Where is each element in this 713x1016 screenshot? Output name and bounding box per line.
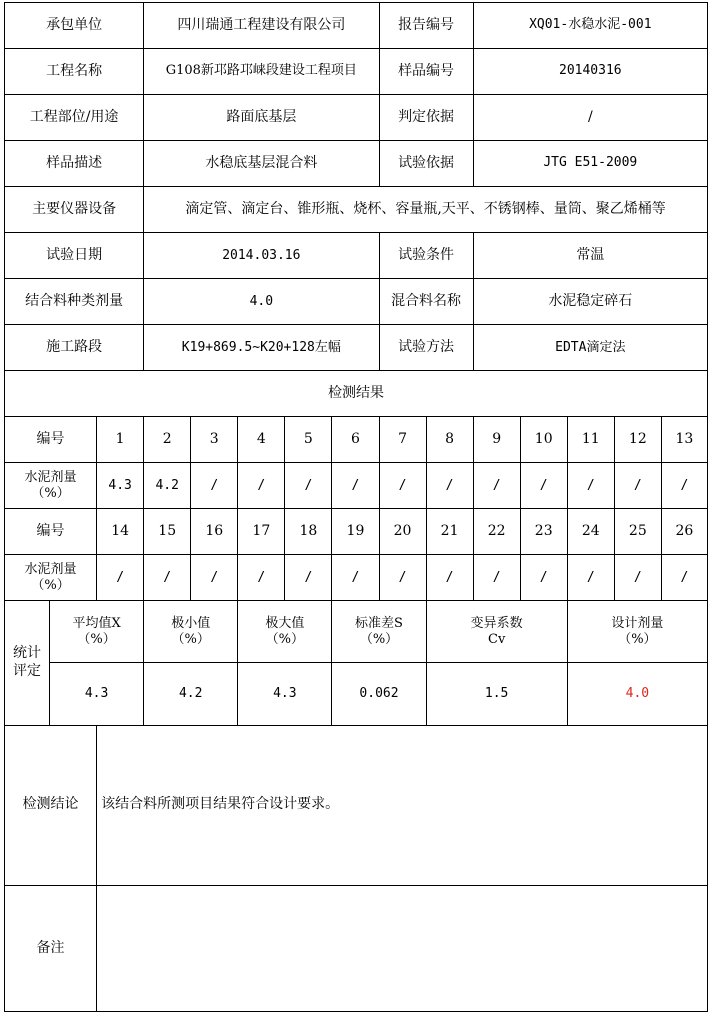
- number-label: 编号: [5, 509, 97, 555]
- conclusion-label: 检测结论: [5, 725, 97, 885]
- sample-desc-label: 样品描述: [5, 141, 144, 187]
- max-value: 4.3: [238, 663, 332, 725]
- std-header: [332, 601, 426, 663]
- sample-number-cell-3: 16: [191, 509, 238, 555]
- sample-number-cell-11: 11: [567, 417, 614, 463]
- sample-number-cell-10: 23: [520, 509, 567, 555]
- sample-number-cell-1: 1: [97, 417, 144, 463]
- sample-number-cell-13: 26: [661, 509, 707, 555]
- binder-label: 结合料种类剂量: [5, 279, 144, 325]
- sample-desc-value: 水稳底基层混合料: [144, 141, 379, 187]
- remarks-row: [5, 885, 708, 1011]
- results-numbers-row-1: [5, 417, 708, 463]
- min-label: 极小值: [171, 615, 211, 631]
- min-header: [144, 601, 238, 663]
- contractor-value: 四川瑞通工程建设有限公司: [144, 3, 379, 49]
- equipment-label: 主要仪器设备: [5, 187, 144, 233]
- cement-dose-label: [5, 463, 97, 509]
- results-title-row: [5, 371, 708, 417]
- cement-dose-value-cell-2: 4.2: [144, 463, 191, 509]
- cv-value: 1.5: [426, 663, 567, 725]
- mix-name-value: 水泥稳定碎石: [473, 279, 707, 325]
- binder-value: 4.0: [144, 279, 379, 325]
- test-basis-label: 试验依据: [379, 141, 473, 187]
- sample-number-cell-6: 19: [332, 509, 379, 555]
- cement-dose-value-cell-9: /: [473, 555, 520, 601]
- header-row-binder: [5, 279, 708, 325]
- avg-header: [50, 601, 144, 663]
- cement-dose-value-cell-13: /: [661, 555, 707, 601]
- project-name-label: 工程名称: [5, 49, 144, 95]
- cement-dose-value-cell-8: /: [426, 463, 473, 509]
- cement-dose-value-cell-3: /: [191, 555, 238, 601]
- sample-number-cell-8: 21: [426, 509, 473, 555]
- equipment-value: 滴定管、滴定台、锥形瓶、烧杯、容量瓶,天平、不锈钢棒、量筒、聚乙烯桶等: [144, 187, 708, 233]
- design-header: [567, 601, 707, 663]
- sample-number-cell-2: 15: [144, 509, 191, 555]
- min-value: 4.2: [144, 663, 238, 725]
- cement-dose-label-text: 水泥剂量: [24, 469, 77, 485]
- cement-dose-value-cell-12: /: [614, 463, 661, 509]
- cv-label: 变异系数: [470, 615, 523, 631]
- std-unit: （%）: [359, 631, 399, 647]
- cement-dose-value-cell-8: /: [426, 555, 473, 601]
- cement-dose-value-cell-10: /: [520, 463, 567, 509]
- sample-number-cell-6: 6: [332, 417, 379, 463]
- conclusion-text: 该结合料所测项目结果符合设计要求。: [97, 725, 708, 885]
- max-unit: （%）: [265, 631, 305, 647]
- sample-no-label: 样品编号: [379, 49, 473, 95]
- cement-dose-value-cell-10: /: [520, 555, 567, 601]
- sample-number-cell-7: 7: [379, 417, 426, 463]
- section-value: K19+869.5~K20+128左幅: [144, 325, 379, 371]
- cement-dose-value-cell-6: /: [332, 463, 379, 509]
- cement-dose-value-cell-11: /: [567, 463, 614, 509]
- cement-dose-value-cell-4: /: [238, 463, 285, 509]
- part-use-label: 工程部位/用途: [5, 95, 144, 141]
- design-unit: （%）: [618, 631, 657, 647]
- avg-unit: （%）: [77, 631, 116, 647]
- test-date-label: 试验日期: [5, 233, 144, 279]
- cement-dose-label-text: 水泥剂量: [24, 561, 77, 577]
- cement-dose-value-cell-4: /: [238, 555, 285, 601]
- sample-number-cell-8: 8: [426, 417, 473, 463]
- header-row-sample: [5, 141, 708, 187]
- cement-dose-value-cell-5: /: [285, 555, 332, 601]
- results-numbers-row-2: [5, 509, 708, 555]
- remarks-text: [97, 885, 708, 1011]
- conclusion-row: [5, 725, 708, 885]
- sample-number-cell-9: 22: [473, 509, 520, 555]
- cement-dose-value-cell-1: 4.3: [97, 463, 144, 509]
- sample-no-value: 20140316: [473, 49, 707, 95]
- cement-dose-value-cell-11: /: [567, 555, 614, 601]
- sample-number-cell-10: 10: [520, 417, 567, 463]
- stats-header-row: [5, 601, 708, 663]
- header-row-part: [5, 95, 708, 141]
- stats-label-line-2: 评定: [13, 662, 42, 679]
- cement-dose-value-cell-9: /: [473, 463, 520, 509]
- criterion-value: /: [473, 95, 707, 141]
- results-values-row-2: [5, 555, 708, 601]
- project-name-value: G108新邛路邛崃段建设工程项目: [144, 49, 379, 95]
- number-label: 编号: [5, 417, 97, 463]
- cement-dose-value-cell-2: /: [144, 555, 191, 601]
- sample-number-cell-9: 9: [473, 417, 520, 463]
- test-date-value: 2014.03.16: [144, 233, 379, 279]
- report-no-value: XQ01-水稳水泥-001: [473, 3, 707, 49]
- stats-values-row: [5, 663, 708, 725]
- test-report-table: [4, 2, 708, 1012]
- test-cond-value: 常温: [473, 233, 707, 279]
- sample-number-cell-13: 13: [661, 417, 707, 463]
- part-use-value: 路面底基层: [144, 95, 379, 141]
- sample-number-cell-7: 20: [379, 509, 426, 555]
- criterion-label: 判定依据: [379, 95, 473, 141]
- cement-dose-value-cell-7: /: [379, 555, 426, 601]
- std-label: 标准差S: [355, 615, 403, 631]
- sample-number-cell-12: 12: [614, 417, 661, 463]
- mix-name-label: 混合料名称: [379, 279, 473, 325]
- header-row-section: [5, 325, 708, 371]
- cement-dose-label-unit: （%）: [31, 485, 70, 501]
- cement-dose-value-cell-6: /: [332, 555, 379, 601]
- cement-dose-value-cell-12: /: [614, 555, 661, 601]
- cement-dose-value-cell-13: /: [661, 463, 707, 509]
- method-value: EDTA滴定法: [473, 325, 707, 371]
- cement-dose-label-unit: （%）: [31, 577, 70, 593]
- max-header: [238, 601, 332, 663]
- sample-number-cell-5: 18: [285, 509, 332, 555]
- cement-dose-value-cell-3: /: [191, 463, 238, 509]
- report-no-label: 报告编号: [379, 3, 473, 49]
- avg-label: 平均值X: [72, 615, 121, 631]
- section-label: 施工路段: [5, 325, 144, 371]
- std-value: 0.062: [332, 663, 426, 725]
- max-label: 极大值: [265, 615, 305, 631]
- sample-number-cell-5: 5: [285, 417, 332, 463]
- test-basis-value: JTG E51-2009: [473, 141, 707, 187]
- avg-value: 4.3: [50, 663, 144, 725]
- sample-number-cell-12: 25: [614, 509, 661, 555]
- test-cond-label: 试验条件: [379, 233, 473, 279]
- stats-label-line-1: 统计: [13, 645, 42, 662]
- cv-unit: Cv: [488, 631, 506, 647]
- results-values-row-1: [5, 463, 708, 509]
- cement-dose-value-cell-1: /: [97, 555, 144, 601]
- cement-dose-value-cell-5: /: [285, 463, 332, 509]
- remarks-label: 备注: [5, 885, 97, 1011]
- contractor-label: 承包单位: [5, 3, 144, 49]
- header-row-equipment: [5, 187, 708, 233]
- cv-header: [426, 601, 567, 663]
- cement-dose-value-cell-7: /: [379, 463, 426, 509]
- header-row-contractor: [5, 3, 708, 49]
- design-label: 设计剂量: [611, 615, 664, 631]
- header-row-date: [5, 233, 708, 279]
- sample-number-cell-1: 14: [97, 509, 144, 555]
- sample-number-cell-11: 24: [567, 509, 614, 555]
- cement-dose-label: [5, 555, 97, 601]
- header-row-project: [5, 49, 708, 95]
- stats-label: [5, 601, 50, 725]
- sample-number-cell-4: 17: [238, 509, 285, 555]
- sample-number-cell-3: 3: [191, 417, 238, 463]
- method-label: 试验方法: [379, 325, 473, 371]
- min-unit: （%）: [171, 631, 210, 647]
- design-value: 4.0: [567, 663, 707, 725]
- sample-number-cell-2: 2: [144, 417, 191, 463]
- sample-number-cell-4: 4: [238, 417, 285, 463]
- results-title: 检测结果: [5, 371, 708, 417]
